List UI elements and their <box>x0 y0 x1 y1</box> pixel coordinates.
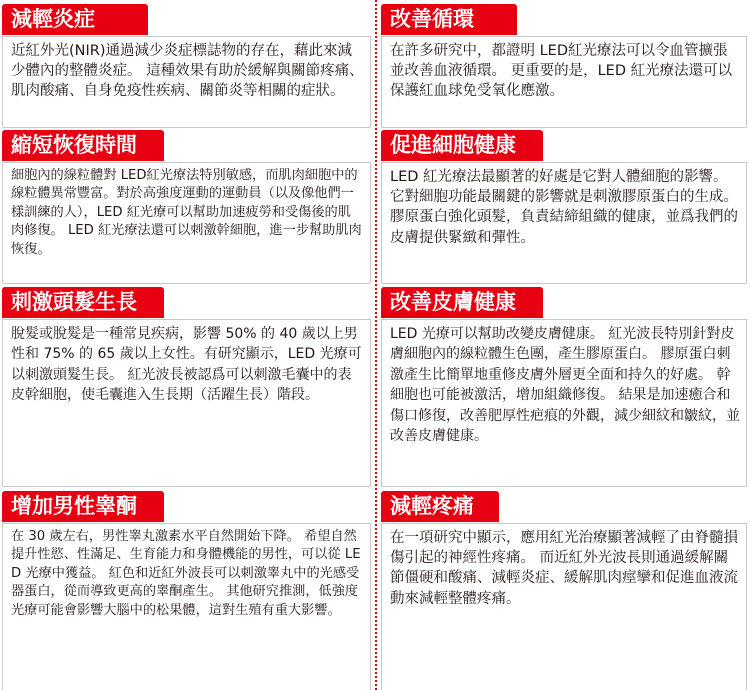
panel-title: 增加男性睾酮 <box>2 491 164 522</box>
panel-title: 減輕炎症 <box>2 4 148 35</box>
panel-cell-health <box>381 130 747 284</box>
panel-title: 改善循環 <box>381 4 517 35</box>
panel-body: LED 光療可以幫助改變皮膚健康。 紅光波長特別針對皮膚細胞內的線粒體生色團，產生膠原蛋白。 膠原蛋白刺激產生比簡單地重修皮膚外層更全面和持久的好處。 幹細胞也可能被激活，增加組織修復。 結果是加速癒合和傷口修復，改善肥厚性疤痕的外觀，減少細紋和皺紋，並改善皮膚健康。 <box>390 326 740 445</box>
panel-body-box <box>2 162 371 284</box>
panel-body: 細胞內的線粒體對 LED紅光療法特別敏感，而肌肉細胞中的線粒體異常豐富。對於高強度運動的運動員（以及像他們一樣訓練的人），LED 紅光療可以幫助加速疲勞和受傷後的肌肉修復。 LED 紅光療法還可以刺激幹細胞，進一步幫助肌肉恢復。 <box>11 168 362 257</box>
panel-shorten-recovery <box>2 130 371 284</box>
panel-pain-relief <box>381 491 747 690</box>
panel-skin-health <box>381 287 747 487</box>
panel-body-box <box>381 36 747 128</box>
panel-body: 近紅外光(NIR)通過減少炎症標誌物的存在，藉此來減少體內的整體炎症。 這種效果有助於緩解與關節疼痛、肌肉酸痛、自身免疫性疾病、關節炎等相關的症狀。 <box>11 43 364 100</box>
panel-title: 改善皮膚健康 <box>381 287 543 318</box>
panel-body-box <box>381 319 747 487</box>
panel-body-box <box>2 36 371 128</box>
panel-improve-circulation <box>381 4 747 128</box>
panel-reduce-inflammation <box>2 4 371 128</box>
panel-body-box <box>381 523 747 690</box>
panel-body: LED 紅光療法最顯著的好處是它對人體細胞的影響。 它對細胞功能最關鍵的影響就是刺激膠原蛋白的生成。 膠原蛋白強化頭髮，負責結締組織的健康，並爲我們的皮膚提供緊緻和彈性。 <box>390 169 738 246</box>
panel-body: 在一項研究中顯示，應用紅光治療顯著減輕了由脊髓損傷引起的神經性疼痛。 而近紅外光波長則通過緩解關節僵硬和酸痛、減輕炎症、緩解肌肉痙攣和促進血液流動來減輕整體疼痛。 <box>390 530 738 607</box>
panel-body: 在 30 歲左右，男性睾丸激素水平自然開始下降。 希望自然提升性慾、性滿足、生育能力和身體機能的男性，可以從 LED 光療中獲益。 紅色和近紅外波長可以刺激睾丸中的光感受器蛋白，從而導致更高的睾酮產生。 其他研究推測，低強度光療可能會影響大腦中的松果體，這對生殖有重大影響。 <box>11 529 361 618</box>
panel-testosterone <box>2 491 371 690</box>
panel-body: 脫髮或脫髮是一種常見疾病，影響 50% 的 40 歲以上男性和 75% 的 65 歲以上女性。有研究顯示，LED 光療可以刺激頭髮生長。 紅光波長被認爲可以刺激毛囊中的表皮幹細胞，使毛囊進入生長期（活躍生長）階段。 <box>11 326 362 404</box>
panel-body: 在許多研究中，都證明 LED紅光療法可以令血管擴張並改善血液循環。 更重要的是，LED 紅光療法還可以保護紅血球免受氧化應激。 <box>390 43 733 100</box>
panel-title: 縮短恢復時間 <box>2 130 164 161</box>
panel-title: 促進細胞健康 <box>381 130 543 161</box>
panel-title: 減輕疼痛 <box>381 491 499 522</box>
panel-body-box <box>2 523 371 690</box>
panel-body-box <box>381 162 747 284</box>
column-divider <box>375 0 377 690</box>
panel-title: 刺激頭髮生長 <box>2 287 164 318</box>
panel-body-box <box>2 319 371 487</box>
panel-hair-growth <box>2 287 371 487</box>
